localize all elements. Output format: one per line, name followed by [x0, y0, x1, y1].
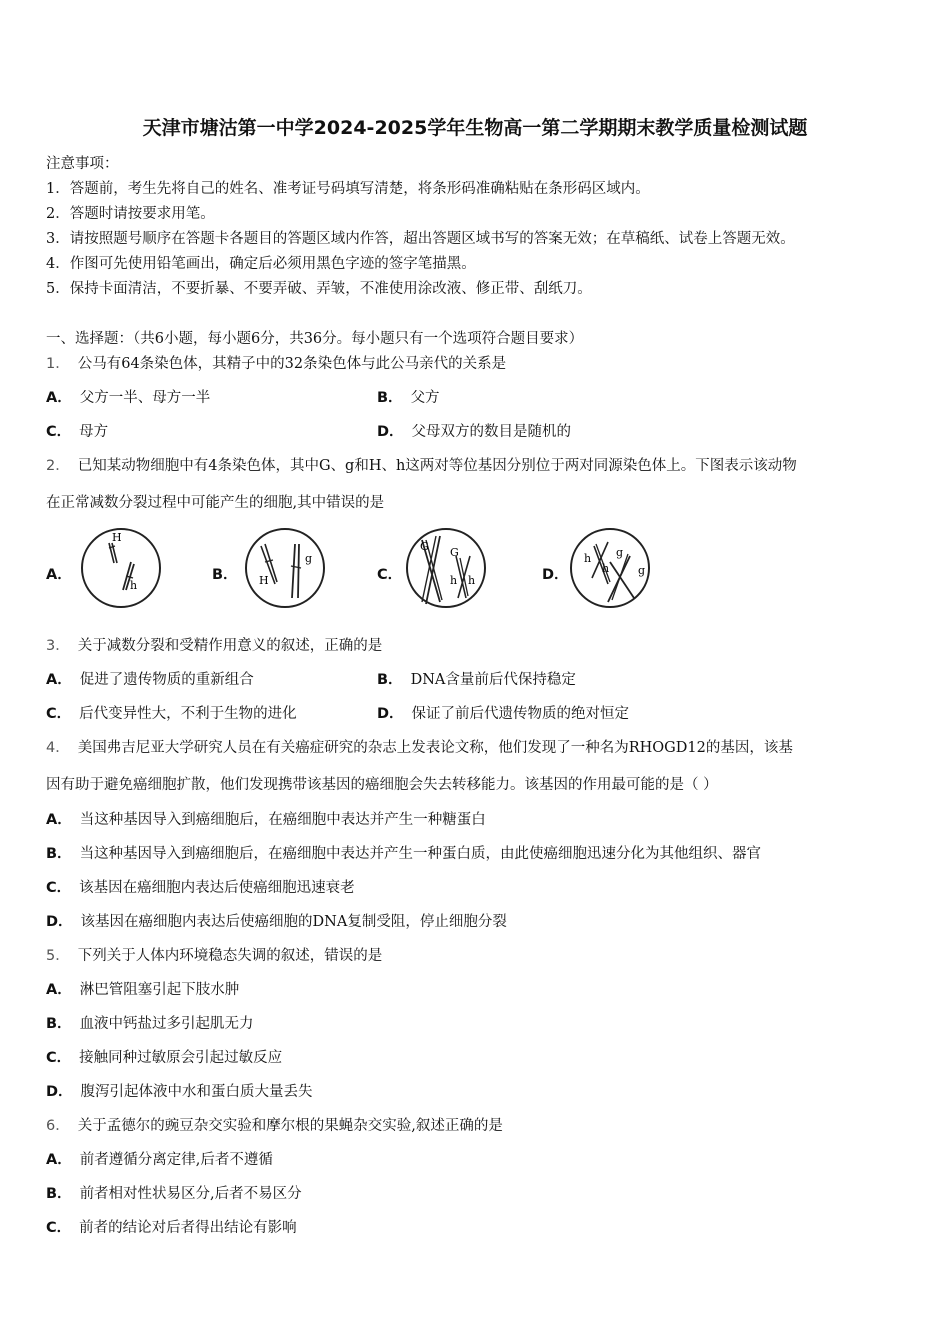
cell-diagram-d: [568, 526, 652, 614]
question-text: 公马有64条染色体，其精子中的32条染色体与此公马亲代的关系是: [77, 356, 507, 372]
cell-diagram-a: [79, 526, 163, 614]
notice-heading: 注意事项：: [46, 156, 119, 172]
question-text: 已知某动物细胞中有4条染色体，其中G、g和H、h这两对等位基因分别位于两对同源染色体上。下图表示该动物: [77, 458, 797, 474]
gene-label: g: [616, 546, 624, 559]
q4-option-c[interactable]: C． 该基因在癌细胞内表达后使癌细胞迅速衰老: [46, 880, 355, 896]
q1-option-d[interactable]: D． 父母双方的数目是随机的: [377, 424, 572, 440]
q6-option-a[interactable]: A． 前者遵循分离定律,后者不遵循: [46, 1152, 273, 1168]
q5-option-a[interactable]: A． 淋巴管阻塞引起下肢水肿: [46, 982, 240, 998]
question-text: 关于孟德尔的豌豆杂交实验和摩尔根的果蝇杂交实验,叙述正确的是: [77, 1118, 503, 1134]
gene-label: h: [130, 579, 138, 592]
question-number: 1．: [46, 356, 70, 372]
q6-option-b[interactable]: B． 前者相对性状易区分,后者不易区分: [46, 1186, 302, 1202]
section-heading: 一、选择题：（共6小题，每小题6分，共36分。每小题只有一个选项符合题目要求）: [46, 331, 584, 347]
question-number: 3．: [46, 638, 70, 654]
question-number: 6．: [46, 1118, 70, 1134]
figure-option-d[interactable]: D．: [542, 567, 569, 583]
q4-option-a[interactable]: A． 当这种基因导入到癌细胞后，在癌细胞中表达并产生一种糖蛋白: [46, 812, 486, 828]
question-2: [46, 454, 797, 475]
q1-option-c[interactable]: C． 母方: [46, 424, 109, 440]
question-text: 关于减数分裂和受精作用意义的叙述，正确的是: [77, 638, 383, 654]
question-5: [46, 944, 382, 965]
q3-option-b[interactable]: B． DNA含量前后代保持稳定: [377, 672, 576, 688]
cell-diagram-c: [404, 526, 488, 614]
gene-label: h: [468, 574, 476, 587]
q5-option-c[interactable]: C． 接触同种过敏原会引起过敏反应: [46, 1050, 283, 1066]
question-4: [46, 736, 793, 757]
q3-option-a[interactable]: A． 促进了遗传物质的重新组合: [46, 672, 254, 688]
question-number: 4．: [46, 740, 70, 756]
gene-label: H: [112, 531, 122, 544]
cell-diagram-b: [243, 526, 327, 614]
q6-option-c[interactable]: C． 前者的结论对后者得出结论有影响: [46, 1220, 297, 1236]
notice-item: 1．答题前，考生先将自己的姓名、准考证号码填写清楚，将条形码准确粘贴在条形码区域内。: [46, 181, 650, 197]
question-text-cont: 因有助于避免癌细胞扩散，他们发现携带该基因的癌细胞会失去转移能力。该基因的作用最可能的是（ ）: [46, 777, 718, 793]
q1-option-a[interactable]: A． 父方一半、母方一半: [46, 390, 211, 406]
q3-option-c[interactable]: C． 后代变异性大，不利于生物的进化: [46, 706, 297, 722]
gene-label: g: [305, 552, 313, 565]
gene-label: h: [584, 552, 592, 565]
question-number: 5．: [46, 948, 70, 964]
gene-label: h: [602, 562, 610, 575]
q4-option-d[interactable]: D． 该基因在癌细胞内表达后使癌细胞的DNA复制受阻，停止细胞分裂: [46, 914, 507, 930]
q3-option-d[interactable]: D． 保证了前后代遗传物质的绝对恒定: [377, 706, 630, 722]
notice-item: 3．请按照题号顺序在答题卡各题目的答题区域内作答，超出答题区域书写的答案无效；在草稿纸、试卷上答题无效。: [46, 231, 795, 247]
q4-option-b[interactable]: B． 当这种基因导入到癌细胞后，在癌细胞中表达并产生一种蛋白质，由此使癌细胞迅速分化为其他组织、器官: [46, 846, 762, 862]
question-6: [46, 1114, 503, 1135]
gene-label: G: [450, 546, 459, 559]
notice-item: 5．保持卡面清洁，不要折暴、不要弄破、弄皱，不准使用涂改液、修正带、刮纸刀。: [46, 281, 592, 297]
figure-option-a[interactable]: A．: [46, 567, 72, 583]
figure-option-c[interactable]: C．: [377, 567, 403, 583]
q1-option-b[interactable]: B． 父方: [377, 390, 440, 406]
question-text: 下列关于人体内环境稳态失调的叙述，错误的是: [77, 948, 383, 964]
notice-item: 4．作图可先使用铅笔画出，确定后必须用黑色字迹的签字笔描黑。: [46, 256, 476, 272]
question-text: 美国弗吉尼亚大学研究人员在有关癌症研究的杂志上发表论文称，他们发现了一种名为RHOGD12的基因，该基: [77, 740, 793, 756]
page-title: 天津市塘沽第一中学2024-2025学年生物高一第二学期期末教学质量检测试题: [142, 117, 808, 139]
question-3: [46, 634, 382, 655]
notice-item: 2．答题时请按要求用笔。: [46, 206, 215, 222]
gene-label: g: [638, 564, 646, 577]
gene-label: H: [259, 574, 269, 587]
q5-option-b[interactable]: B． 血液中钙盐过多引起肌无力: [46, 1016, 254, 1032]
gene-label: G: [420, 540, 429, 553]
figure-option-b[interactable]: B．: [212, 567, 238, 583]
gene-label: h: [450, 574, 458, 587]
question-number: 2．: [46, 458, 70, 474]
question-1: [46, 352, 506, 373]
q5-option-d[interactable]: D． 腹泻引起体液中水和蛋白质大量丢失: [46, 1084, 313, 1100]
question-text-cont: 在正常减数分裂过程中可能产生的细胞,其中错误的是: [46, 495, 385, 511]
